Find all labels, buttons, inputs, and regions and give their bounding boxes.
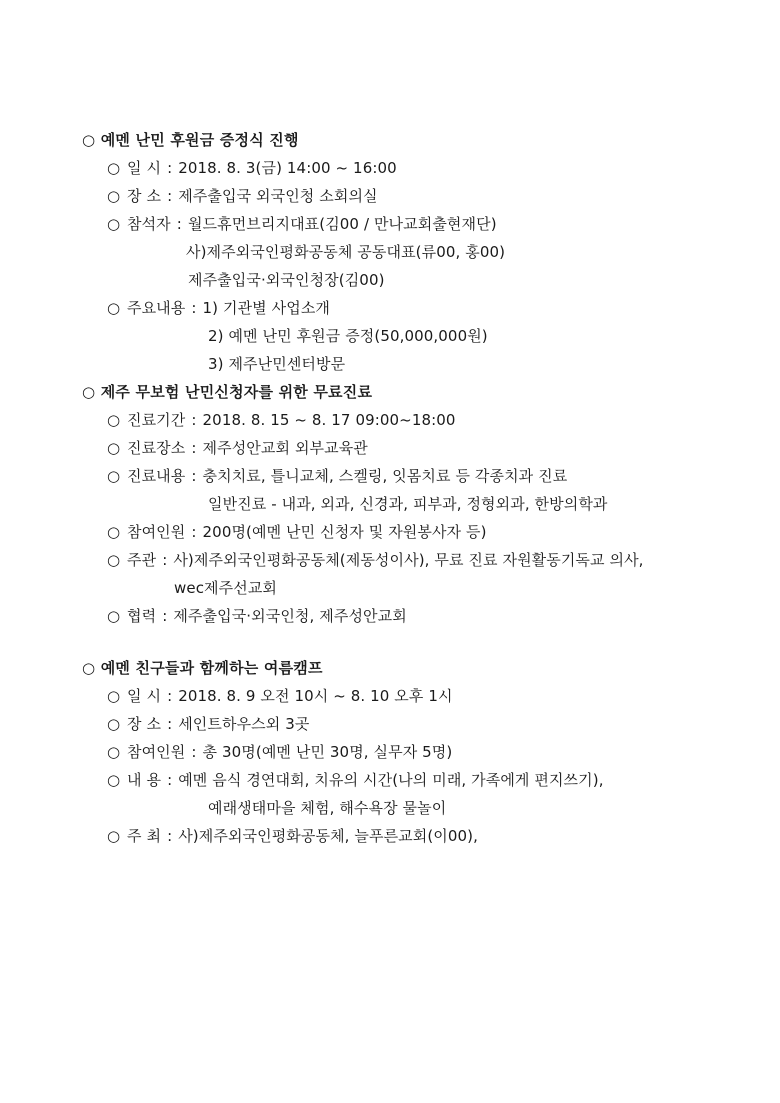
- bullet-icon: ○: [107, 687, 121, 705]
- separator: :: [167, 687, 173, 705]
- item-label: 주 최: [127, 827, 162, 845]
- list-item-continuation: 일반진료 - 내과, 외과, 신경과, 피부과, 정형외과, 한방의학과: [208, 495, 608, 513]
- item-value: 사)제주외국인평화공동체, 늘푸른교회(이00),: [178, 827, 478, 845]
- list-item-content: [107, 769, 604, 790]
- item-value: 세인트하우스외 3곳: [178, 715, 310, 733]
- bullet-icon: ○: [107, 159, 121, 177]
- list-item-datetime: [107, 685, 453, 706]
- separator: :: [191, 439, 197, 457]
- bullet-icon: ○: [107, 439, 121, 457]
- item-label: 진료내용: [127, 467, 186, 485]
- separator: :: [167, 827, 173, 845]
- bullet-icon: ○: [107, 743, 121, 761]
- bullet-icon: ○: [107, 215, 121, 233]
- separator: :: [191, 743, 197, 761]
- item-label: 협력: [127, 607, 157, 625]
- list-item-participants: [107, 521, 487, 542]
- list-item-place: [107, 713, 309, 734]
- separator: :: [191, 523, 197, 541]
- list-item-attendees: [107, 213, 497, 234]
- item-value: 제주성안교회 외부교육관: [202, 439, 368, 457]
- item-value: 예멘 음식 경연대회, 치유의 시간(나의 미래, 가족에게 편지쓰기),: [178, 771, 604, 789]
- list-item-cooperation: [107, 605, 407, 626]
- item-label: 장 소: [127, 715, 162, 733]
- list-item-period: [107, 409, 456, 430]
- item-label: 내 용: [127, 771, 162, 789]
- item-value: 제주출입국·외국인청, 제주성안교회: [173, 607, 407, 625]
- list-item-continuation: 2) 예멘 난민 후원금 증정(50,000,000원): [208, 327, 488, 345]
- item-label: 일 시: [127, 159, 162, 177]
- item-value: 충치치료, 틀니교체, 스켈링, 잇몸치료 등 각종치과 진료: [202, 467, 568, 485]
- section-title-donation-ceremony: ○ 예멘 난민 후원금 증정식 진행: [82, 131, 299, 149]
- list-item-continuation: 예래생태마을 체험, 해수욕장 물놀이: [208, 799, 447, 817]
- separator: :: [191, 411, 197, 429]
- item-value: 2018. 8. 9 오전 10시 ~ 8. 10 오후 1시: [178, 687, 453, 705]
- item-value: 총 30명(예멘 난민 30명, 실무자 5명): [202, 743, 453, 761]
- separator: :: [167, 771, 173, 789]
- item-value: 사)제주외국인평화공동체(제동성이사), 무료 진료 자원활동기독교 의사,: [173, 551, 644, 569]
- item-label: 진료기간: [127, 411, 186, 429]
- list-item-content: [107, 465, 567, 486]
- item-label: 참여인원: [127, 743, 186, 761]
- separator: :: [191, 299, 197, 317]
- list-item-main-content: [107, 297, 330, 318]
- bullet-icon: ○: [107, 827, 121, 845]
- item-label: 진료장소: [127, 439, 186, 457]
- separator: :: [167, 715, 173, 733]
- item-label: 일 시: [127, 687, 162, 705]
- list-item-participants: [107, 741, 452, 762]
- separator: :: [162, 607, 168, 625]
- list-item-continuation: 사)제주외국인평화공동체 공동대표(류00, 홍00): [186, 243, 506, 261]
- separator: :: [176, 215, 182, 233]
- item-value: 200명(예멘 난민 신청자 및 자원봉사자 등): [202, 523, 487, 541]
- separator: :: [162, 551, 168, 569]
- item-value: 월드휴먼브리지대표(김00 / 만나교회출현재단): [187, 215, 497, 233]
- item-label: 주관: [127, 551, 157, 569]
- bullet-icon: ○: [107, 551, 121, 569]
- section-title-free-medical: ○ 제주 무보험 난민신청자를 위한 무료진료: [82, 383, 373, 401]
- bullet-icon: ○: [107, 715, 121, 733]
- list-item-place: [107, 437, 368, 458]
- list-item-host: [107, 825, 478, 846]
- section-title-summer-camp: ○ 예멘 친구들과 함께하는 여름캠프: [82, 659, 323, 677]
- bullet-icon: ○: [107, 187, 121, 205]
- bullet-icon: ○: [107, 607, 121, 625]
- separator: :: [167, 187, 173, 205]
- item-value: 1) 기관별 사업소개: [202, 299, 330, 317]
- item-value: 2018. 8. 3(금) 14:00 ~ 16:00: [178, 159, 397, 177]
- item-label: 참석자: [127, 215, 171, 233]
- bullet-icon: ○: [107, 523, 121, 541]
- item-value: 2018. 8. 15 ~ 8. 17 09:00~18:00: [202, 411, 456, 429]
- bullet-icon: ○: [107, 411, 121, 429]
- list-item-organizer: [107, 549, 644, 570]
- list-item-continuation: wec제주선교회: [174, 579, 277, 597]
- separator: :: [167, 159, 173, 177]
- item-label: 참여인원: [127, 523, 186, 541]
- list-item-continuation: 제주출입국·외국인청장(김00): [188, 271, 385, 289]
- bullet-icon: ○: [107, 467, 121, 485]
- bullet-icon: ○: [107, 299, 121, 317]
- item-label: 주요내용: [127, 299, 186, 317]
- list-item-datetime: [107, 157, 397, 178]
- list-item-continuation: 3) 제주난민센터방문: [208, 355, 346, 373]
- item-value: 제주출입국 외국인청 소회의실: [178, 187, 378, 205]
- bullet-icon: ○: [107, 771, 121, 789]
- item-label: 장 소: [127, 187, 162, 205]
- list-item-place: [107, 185, 378, 206]
- separator: :: [191, 467, 197, 485]
